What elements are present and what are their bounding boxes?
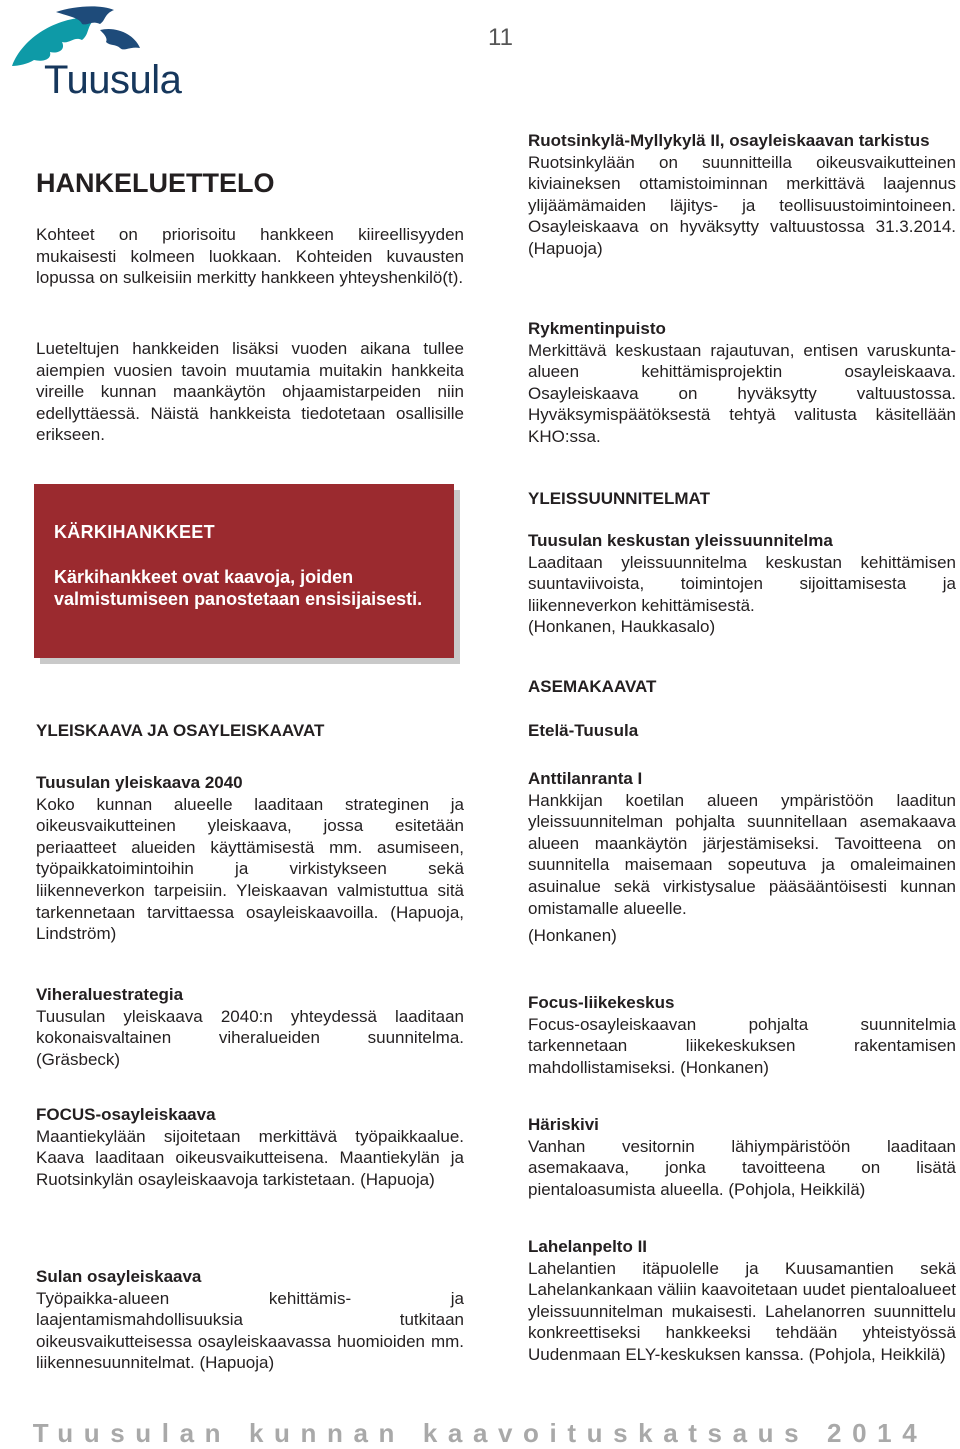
footer-title: Tuusulan kunnan kaavoituskatsaus 2014 — [32, 1418, 928, 1448]
item-text: Merkittävä keskustaan rajautuvan, entisen varuskunta-alueen kehittämisprojektin osayleiskaava. Osayleiskaava on hyväksytty valtuustossa. Hyväksymispäätöksestä tehtyä valitusta käsitellään KHO:ssa. — [528, 340, 956, 446]
intro-paragraph-1: Kohteet on priorisoitu hankkeen kiireellisyyden mukaisesti kolmeen luokkaan. Kohteiden kuvausten lopussa on sulkeisiin merkitty hankkeen yhteyshenkilö(t). — [36, 225, 464, 288]
item-ruotsinkyla — [528, 130, 956, 260]
item-contact: (Honkanen, Haukkasalo) — [528, 617, 716, 637]
section-yleissuunnitelmat — [528, 488, 956, 510]
item-title: Anttilanranta I — [528, 769, 643, 788]
item-title: Lahelanpelto II — [528, 1237, 648, 1256]
item-title: Focus-liikekeskus — [528, 993, 675, 1012]
section-title: YLEISKAAVA JA OSAYLEISKAAVAT — [36, 721, 325, 740]
region-etela-tuusula: Etelä-Tuusula — [528, 721, 639, 740]
item-sulan-osayleiskaava — [36, 1266, 464, 1374]
page-number: 11 — [488, 24, 513, 51]
section-title: ASEMAKAAVAT — [528, 677, 657, 696]
item-text: Lahelantien itäpuolelle ja Kuusamantien sekä Lahelankankaan väliin kaavoitetaan uudet pientaloalueet yleissuunnitelman mukaisesti. Lahelanorren suunnittelu konkreettiseksi hankkeeksi tehdään yhteistyössä Uudenmaan ELY-keskuksen kanssa. (Pohjola, Heikkilä) — [528, 1258, 956, 1364]
item-yleiskaava-2040 — [36, 772, 464, 945]
page-title: HANKELUETTELO — [36, 168, 275, 198]
intro-paragraph-2: Lueteltujen hankkeiden lisäksi vuoden aikana tullee aiempien vuosien tavoin muutamia muitakin hankkeita vireille kunnan maankäytön ohjaamistarpeiden niin edellyttäessä. Näistä hankkeista tiedotetaan osallisille erikseen. — [36, 339, 464, 445]
item-title: Rykmentinpuisto — [528, 319, 666, 338]
item-title: Tuusulan yleiskaava 2040 — [36, 773, 243, 792]
callout-text: Kärkihankkeet ovat kaavoja, joiden valmistumiseen panostetaan ensisijaisesti. — [54, 566, 423, 609]
item-title: FOCUS-osayleiskaava — [36, 1105, 216, 1124]
callout-title: KÄRKIHANKKEET — [54, 522, 215, 542]
item-focus-liikekeskus — [528, 992, 956, 1078]
section-asemakaavat — [528, 676, 956, 698]
item-contact: (Honkanen) — [528, 926, 617, 946]
item-text: Koko kunnan alueelle laaditaan strateginen ja oikeusvaikutteinen yleiskaava, jossa esitetään periaatteet alueiden käyttämisestä mm. asumiseen, työpaikkatoimintoihin ja virkistykseen sekä liikenneverkon tarpeisiin. Yleiskaavan valmistuttua sitä tarkennetaan tarvittaessa osayleiskaavoilla. (Hapuoja, Lindström) — [36, 794, 464, 944]
item-text: Focus-osayleiskaavan pohjalta suunnitelmia tarkennetaan liikekeskuksen rakentamisen mahdollistamiseksi. (Honkanen) — [528, 1014, 956, 1077]
item-hariskivi — [528, 1114, 956, 1200]
item-anttilanranta — [528, 768, 956, 947]
item-title: Sulan osayleiskaava — [36, 1267, 202, 1286]
item-rykmentinpuisto — [528, 318, 956, 448]
item-lahelanpelto — [528, 1236, 956, 1366]
item-text: Työpaikka-alueen kehittämis- ja laajentamismahdollisuuksia tutkitaan oikeusvaikutteisessa osayleiskaavassa huomioiden mm. liikennesuunnitelmat. (Hapuoja) — [36, 1288, 464, 1373]
item-title: Häriskivi — [528, 1115, 599, 1134]
item-viheraluestrategia — [36, 984, 464, 1070]
item-text: Laaditaan yleissuunnitelma keskustan kehittämisen suuntaviivoista, toimintojen sijoittamisesta ja liikenneverkon kehittämisestä. — [528, 552, 956, 615]
item-text: Hankkijan koetilan alueen ympäristöön laaditun yleissuunnitelman pohjalta suunnitellaan asemakaava alueen maankäytön järjestämiseksi. Tavoitteena on suunnitella maisemaan sopeutuva ja omaleimainen asuinalue sekä virkistysalue pääsääntöisesti kunnan omistamalle alueelle. — [528, 790, 956, 918]
item-focus-osayleiskaava — [36, 1104, 464, 1190]
section-yleiskaava — [36, 720, 464, 742]
item-text: Maantiekylään sijoitetaan merkittävä työpaikkaalue. Kaava laaditaan oikeusvaikutteisena. Maantiekylän ja Ruotsinkylän osayleiskaavoja tarkistetaan. (Hapuoja) — [36, 1126, 464, 1189]
item-title: Tuusulan keskustan yleissuunnitelma — [528, 531, 833, 550]
region-title — [528, 720, 956, 742]
section-title: YLEISSUUNNITELMAT — [528, 489, 710, 508]
item-keskustan-yleissuunnitelma — [528, 530, 956, 638]
item-title: Ruotsinkylä-Myllykylä II, osayleiskaavan tarkistus — [528, 131, 930, 150]
tuusula-logo — [4, 4, 194, 104]
item-text: Tuusulan yleiskaava 2040:n yhteydessä laaditaan kokonaisvaltainen viheralueiden suunnitelma. (Gräsbeck) — [36, 1006, 464, 1069]
logo-wordmark: Tuusula — [44, 58, 182, 102]
item-text: Ruotsinkylään on suunnitteilla oikeusvaikutteinen kiviaineksen ottamistoiminnan merkittävä laajennus ylijäämämaiden läjitys- ja teollisuustoimintoineen. Osayleiskaava on hyväksytty valtuustossa 31.3.2014. (Hapuoja) — [528, 152, 956, 258]
karkihankkeet-callout — [34, 484, 454, 658]
item-text: Vanhan vesitornin lähiympäristöön laaditaan asemakaava, jonka tavoitteena on lisätä pientaloasumista alueella. (Pohjola, Heikkilä) — [528, 1136, 956, 1199]
item-title: Viheraluestrategia — [36, 985, 184, 1004]
